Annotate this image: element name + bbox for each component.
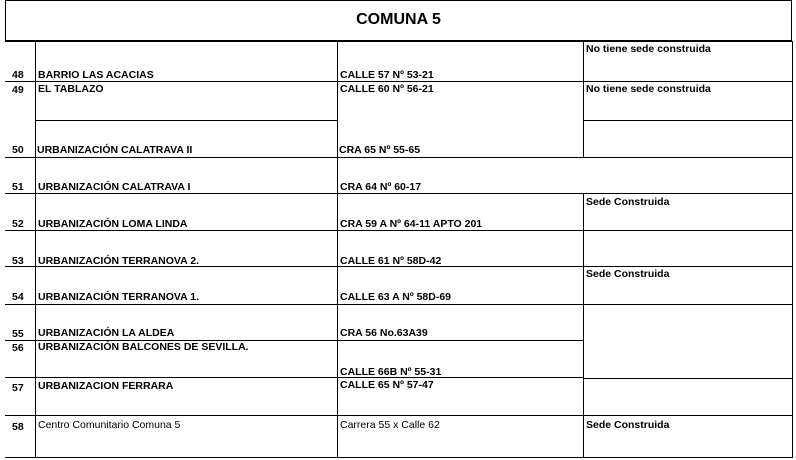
row-number: 53 — [12, 255, 24, 267]
row-number-cell — [5, 267, 36, 305]
status-cell — [583, 231, 793, 267]
row-number-cell — [5, 378, 36, 416]
status-cell — [583, 416, 793, 458]
row-divider — [5, 230, 793, 231]
row-divider — [583, 120, 793, 121]
table-row — [5, 194, 793, 231]
org-name: URBANIZACION FERRARA — [38, 380, 174, 392]
row-number-cell — [5, 416, 36, 458]
row-divider — [5, 81, 337, 82]
row-number: 55 — [12, 328, 24, 340]
org-name: URBANIZACIÓN TERRANOVA 2. — [38, 255, 200, 267]
table-row — [5, 341, 793, 378]
row-divider — [5, 340, 583, 341]
row-number-cell — [5, 194, 36, 231]
row-divider — [5, 193, 793, 194]
table-row — [5, 378, 793, 416]
table-row — [5, 231, 793, 267]
org-status: No tiene sede construida — [586, 43, 711, 55]
status-cell — [583, 267, 793, 305]
address-cell — [337, 416, 584, 458]
table-row — [5, 305, 793, 341]
row-number-cell — [5, 157, 36, 194]
org-name: EL TABLAZO — [38, 83, 104, 95]
row-number: 52 — [12, 218, 24, 230]
name-cell — [35, 341, 338, 378]
row-divider — [35, 120, 338, 121]
org-name: URBANIZACIÓN BALCONES DE SEVILLA. — [38, 341, 249, 353]
table-row — [5, 267, 793, 305]
row-number: 51 — [12, 181, 24, 193]
name-cell — [35, 41, 338, 82]
org-address: CRA 64 Nº 60-17 — [340, 181, 422, 193]
org-address: CALLE 57 Nº 53-21 — [340, 69, 434, 81]
org-name: URBANIZACIÓN CALATRAVA I — [38, 181, 191, 193]
status-cell — [583, 378, 793, 416]
row-divider — [5, 266, 793, 267]
org-name: URBANIZACIÓN LOMA LINDA — [38, 218, 188, 230]
row-divider — [337, 81, 793, 82]
row-number: 50 — [12, 144, 24, 156]
row-divider — [5, 157, 793, 158]
row-number-cell — [5, 143, 36, 157]
org-name: URBANIZACIÓN TERRANOVA 1. — [38, 291, 200, 303]
address-cell — [337, 378, 584, 416]
name-cell — [35, 267, 338, 305]
row-number: 56 — [12, 342, 24, 354]
row-number-cell — [5, 231, 36, 267]
name-cell — [35, 157, 338, 194]
org-status: No tiene sede construida — [586, 83, 711, 95]
row-number-cell — [5, 41, 36, 82]
row-number: 57 — [12, 382, 24, 394]
row-number: 58 — [12, 421, 24, 433]
table-row — [5, 416, 793, 458]
org-address: CALLE 63 A Nº 58D-69 — [340, 291, 452, 303]
table-bottom-border — [5, 457, 793, 458]
name-cell — [35, 305, 338, 341]
row-number-cell — [5, 341, 36, 378]
name-cell — [35, 416, 338, 458]
row-number: 48 — [12, 69, 24, 81]
org-address: Carrera 55 x Calle 62 — [340, 419, 440, 431]
org-status: Sede Construida — [586, 196, 670, 208]
address-cell — [337, 341, 584, 378]
table-title: COMUNA 5 — [356, 11, 441, 28]
table-row — [5, 41, 793, 82]
address-cell — [337, 305, 584, 341]
address-cell — [337, 267, 584, 305]
org-address: CALLE 66B Nº 55-31 — [340, 366, 442, 378]
row-number-cell — [5, 305, 36, 341]
table-title-row — [5, 0, 792, 41]
row-divider — [5, 304, 793, 305]
name-cell — [35, 378, 338, 416]
name-cell — [35, 143, 338, 157]
org-address: CRA 65 Nº 55-65 — [339, 144, 421, 156]
address-cell — [337, 143, 584, 157]
org-name: URBANIZACIÓN LA ALDEA — [38, 327, 175, 339]
status-cell — [583, 41, 793, 82]
org-address: CRA 56 No.63A39 — [340, 327, 428, 339]
org-address: CRA 59 A Nº 64-11 APTO 201 — [340, 218, 483, 230]
name-cell — [35, 231, 338, 267]
row-divider — [5, 377, 583, 378]
address-cell — [337, 157, 793, 194]
name-cell — [35, 194, 338, 231]
address-cell — [337, 41, 584, 82]
org-address: CALLE 60 Nº 56-21 — [340, 83, 434, 95]
header-divider — [5, 41, 793, 42]
org-status: Sede Construida — [586, 268, 670, 280]
org-name: BARRIO LAS ACACIAS — [38, 69, 154, 81]
address-cell — [337, 194, 584, 231]
row-number: 54 — [12, 291, 24, 303]
org-status: Sede Construida — [586, 419, 670, 431]
row-divider — [5, 415, 793, 416]
address-cell — [337, 231, 584, 267]
row-number: 49 — [12, 84, 24, 96]
comuna-table — [5, 0, 793, 458]
status-cell — [583, 194, 793, 231]
org-name: URBANIZACIÓN CALATRAVA II — [37, 144, 193, 156]
org-name: Centro Comunitario Comuna 5 — [38, 419, 181, 431]
table-row — [5, 157, 793, 194]
org-address: CALLE 65 Nº 57-47 — [340, 379, 434, 391]
org-address: CALLE 61 Nº 58D-42 — [340, 255, 442, 267]
